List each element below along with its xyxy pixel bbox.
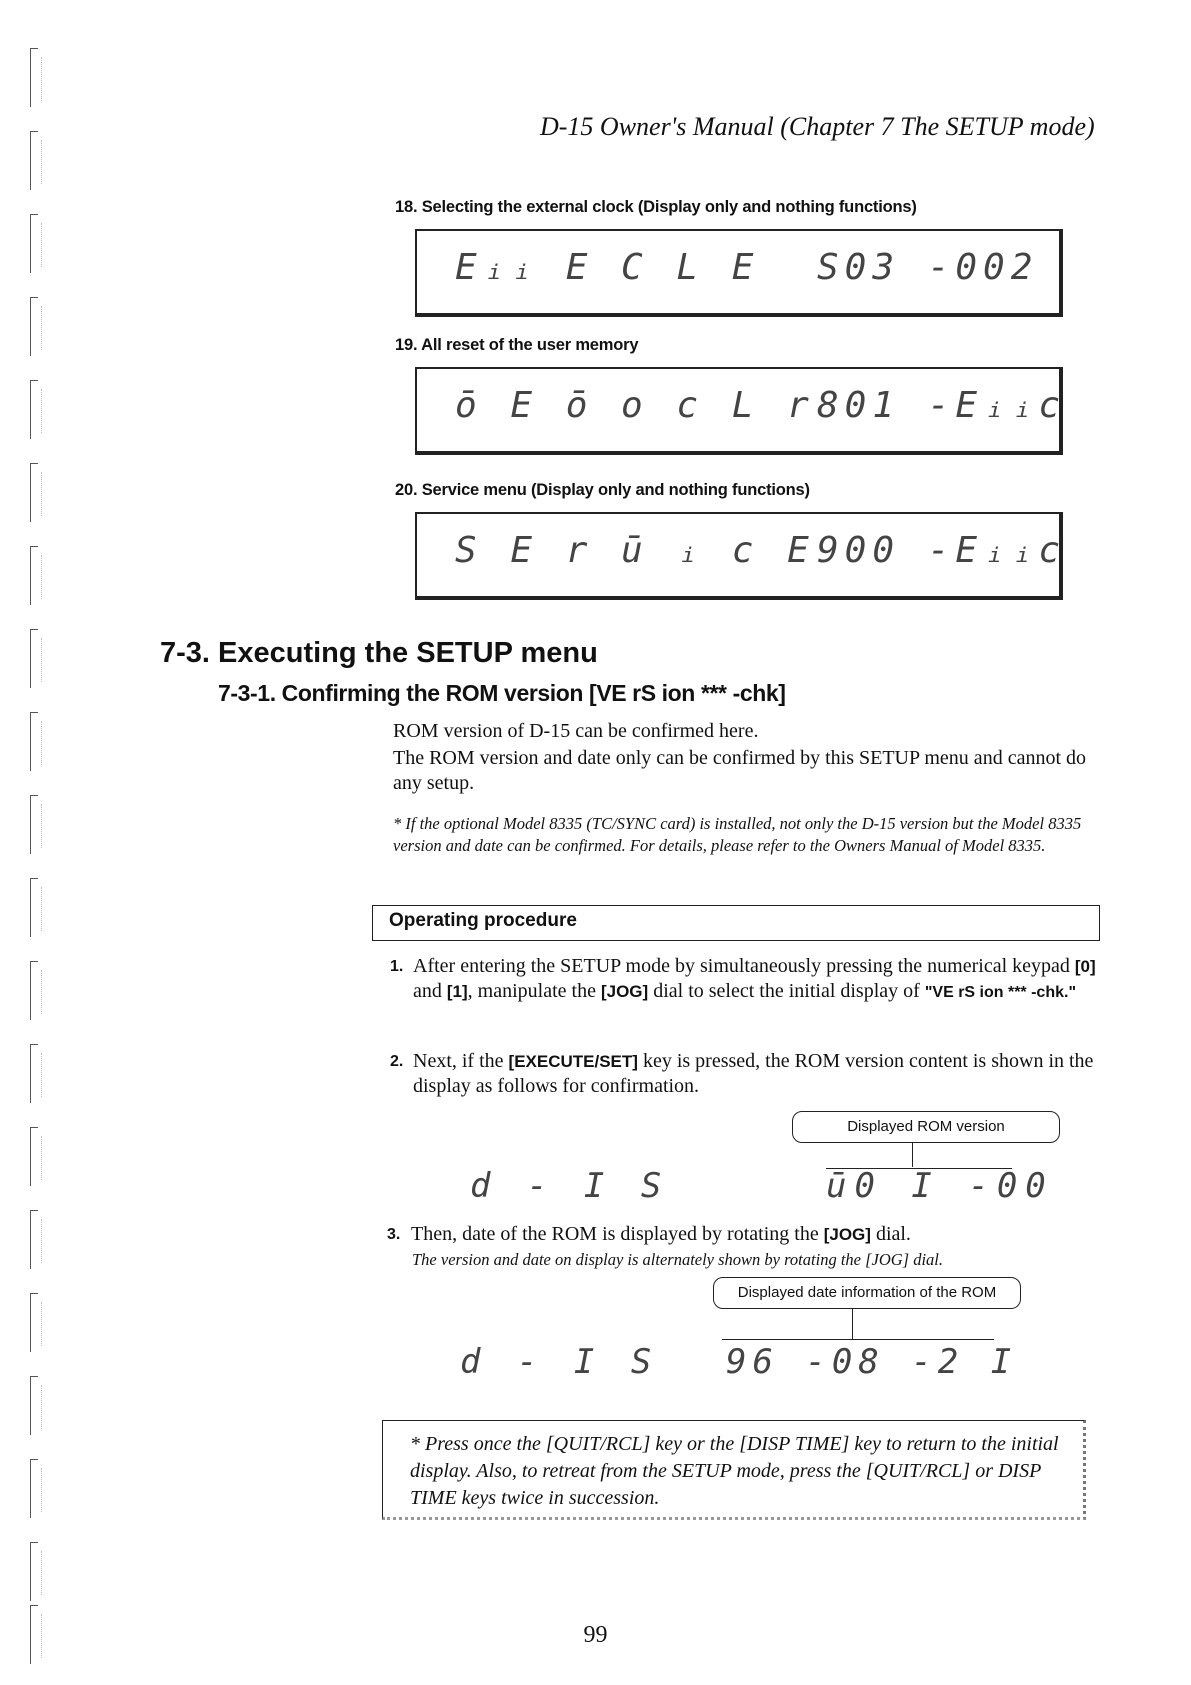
key-label: [EXECUTE/SET] — [508, 1052, 638, 1071]
binding-mark — [30, 463, 38, 522]
setup-item-title: 20. Service menu (Display only and nothing functions) — [395, 481, 810, 499]
step-text: Then, date of the ROM is displayed by rotating the — [411, 1223, 824, 1245]
date-display-right: 96 -08 -2 I — [726, 1342, 1018, 1382]
section-heading: 7-3. Executing the SETUP menu — [160, 637, 598, 669]
binding-mark — [30, 1376, 38, 1435]
binding-mark — [30, 1293, 38, 1352]
intro-paragraph: ROM version of D-15 can be confirmed here. — [393, 720, 759, 742]
binding-mark — [30, 961, 38, 1020]
lcd-left-text: ō E ō o c L r — [455, 385, 815, 426]
step-number: 3. — [387, 1226, 401, 1243]
binding-mark — [30, 297, 38, 356]
rom-display-left: d - I S — [470, 1166, 670, 1206]
lcd-right-text: S03 -002 — [817, 247, 1039, 288]
page-number: 99 — [583, 1622, 608, 1648]
running-head: D-15 Owner's Manual (Chapter 7 The SETUP mode) — [540, 112, 1095, 141]
rom-display-right: ū0 I -00 — [826, 1166, 1054, 1206]
key-label: [JOG] — [600, 982, 649, 1001]
lcd-left-text: S E r ū ᵢ c E — [455, 530, 815, 571]
binding-mark — [30, 380, 38, 439]
subsection-heading: 7-3-1. Confirming the ROM version [VE rS ion *** -chk] — [218, 680, 786, 706]
step-3-text — [411, 1222, 1111, 1247]
lcd-display — [415, 512, 1067, 600]
callout-leader-line — [852, 1309, 853, 1339]
rom-date-callout: Displayed date information of the ROM — [713, 1277, 1021, 1309]
step-text: and — [413, 980, 447, 1002]
binding-mark — [30, 1210, 38, 1269]
date-display-left: d - I S — [460, 1342, 660, 1382]
step-number: 1. — [390, 958, 404, 975]
step-text: , manipulate the — [467, 980, 601, 1002]
callout-bracket — [722, 1339, 994, 1340]
step-2-text — [413, 1049, 1113, 1099]
step-number: 2. — [390, 1053, 404, 1070]
binding-mark — [30, 214, 38, 273]
binding-mark — [30, 48, 38, 107]
procedure-title: Operating procedure — [389, 910, 577, 931]
step-3-note: The version and date on display is alternately shown by rotating the [JOG] dial. — [412, 1250, 944, 1269]
return-note-text: * Press once the [QUIT/RCL] key or the [DISP TIME] key to return to the initial display. Also, to retreat from the SETUP mode, press the [QUIT/RCL] or DISP TIME keys twice in succession. — [410, 1433, 1059, 1509]
binding-mark — [30, 1044, 38, 1103]
lcd-left-text: Eᵢᵢ E C L E — [455, 247, 760, 288]
binding-mark — [30, 546, 38, 605]
binding-mark — [30, 1542, 38, 1601]
lcd-display — [415, 229, 1063, 317]
binding-mark — [30, 712, 38, 771]
step-text: dial to select the initial display of — [648, 980, 925, 1002]
key-label: [1] — [446, 982, 468, 1001]
key-label: [0] — [1074, 957, 1096, 976]
setup-item-title: 19. All reset of the user memory — [395, 336, 639, 354]
key-label: [JOG] — [823, 1225, 871, 1244]
binding-mark — [30, 795, 38, 854]
lcd-right-text: 900 -Eᵢᵢc — [817, 530, 1067, 571]
binding-mark — [30, 1127, 38, 1186]
step-text: key is pressed, the ROM version content is shown in the display as follows for confirmation. — [413, 1050, 1094, 1097]
binding-mark — [30, 878, 38, 937]
rom-version-callout: Displayed ROM version — [792, 1111, 1060, 1143]
lcd-display — [415, 367, 1067, 455]
intro-paragraph: The ROM version and date only can be confirmed by this SETUP menu and cannot do any setup. — [393, 747, 1086, 794]
display-name: "VE rS ion *** -chk." — [924, 984, 1077, 1001]
step-text: dial. — [870, 1223, 911, 1245]
binding-mark — [30, 629, 38, 688]
binding-mark — [30, 1459, 38, 1518]
setup-item-title: 18. Selecting the external clock (Display only and nothing functions) — [395, 198, 917, 216]
step-1-text — [413, 954, 1113, 1005]
binding-mark — [30, 131, 38, 190]
step-text: Next, if the — [413, 1050, 509, 1072]
callout-leader-line — [912, 1143, 913, 1167]
optional-card-note: * If the optional Model 8335 (TC/SYNC card) is installed, not only the D-15 version but the Model 8335 version and date can be confirmed. For details, please refer to the Owners Manual of Model 8335. — [393, 814, 1082, 855]
step-text: After entering the SETUP mode by simultaneously pressing the numerical keypad — [413, 955, 1075, 977]
lcd-right-text: 801 -Eᵢᵢc — [817, 385, 1067, 426]
